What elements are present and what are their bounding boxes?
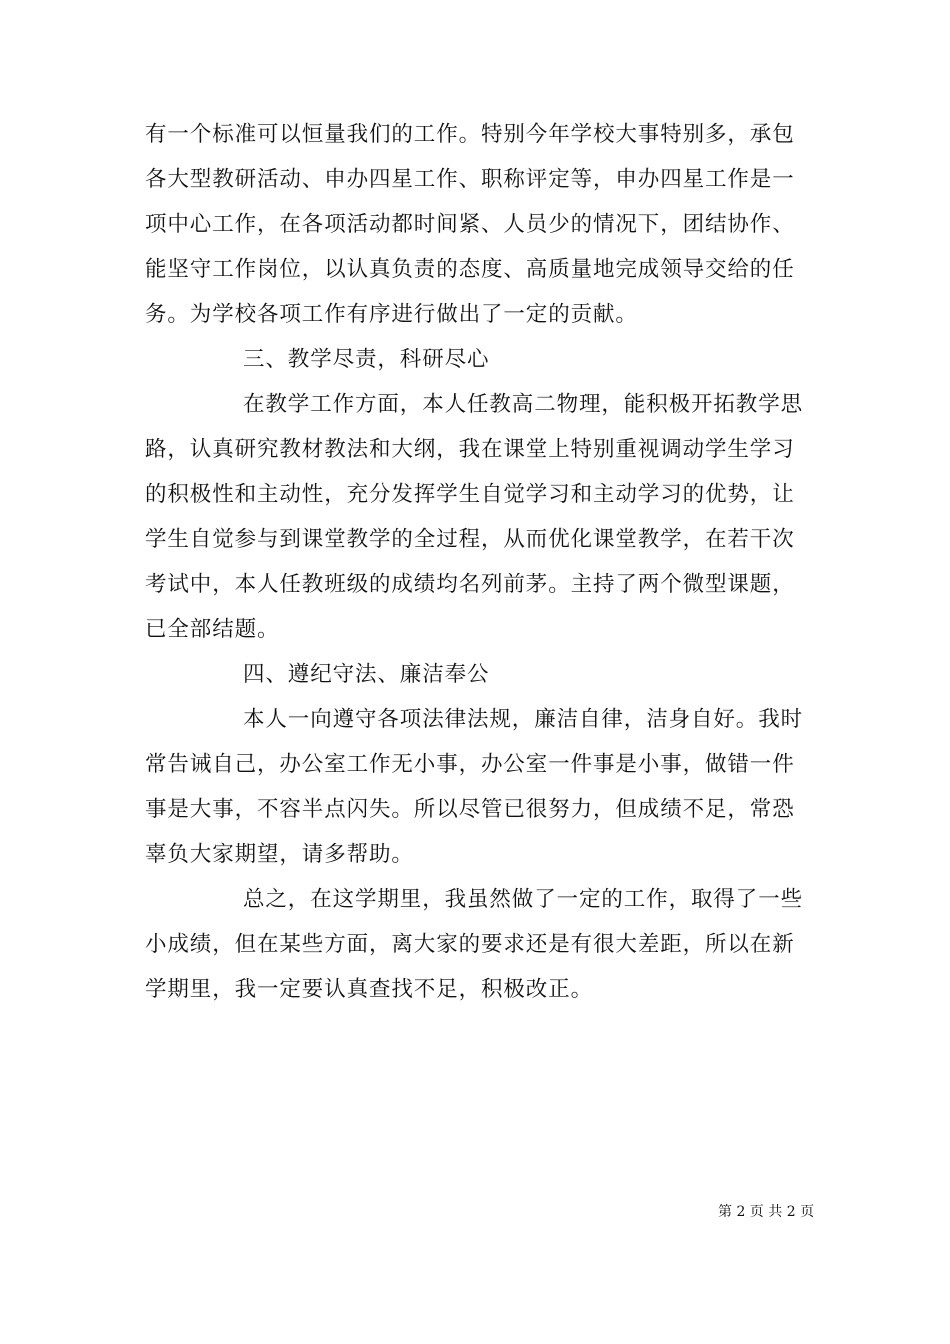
text-line: 项中心工作，在各项活动都时间紧、人员少的情况下，团结协作、 bbox=[145, 212, 795, 237]
page-number-footer: 第 2 页 共 2 页 bbox=[718, 1204, 815, 1220]
text-line: 有一个标准可以恒量我们的工作。特别今年学校大事特别多，承包 bbox=[145, 122, 795, 147]
text-line: 各大型教研活动、申办四星工作、职称评定等，申办四星工作是一 bbox=[145, 167, 795, 192]
text-line: 考试中，本人任教班级的成绩均名列前茅。主持了两个微型课题， bbox=[145, 572, 795, 597]
text-line: 小成绩，但在某些方面，离大家的要求还是有很大差距，所以在新 bbox=[145, 932, 795, 957]
text-line: 学生自觉参与到课堂教学的全过程，从而优化课堂教学，在若干次 bbox=[145, 527, 795, 552]
section-heading: 三、教学尽责，科研尽心 bbox=[243, 347, 490, 372]
text-line: 已全部结题。 bbox=[145, 617, 280, 642]
text-line: 务。为学校各项工作有序进行做出了一定的贡献。 bbox=[145, 302, 638, 327]
text-line: 路，认真研究教材教法和大纲，我在课堂上特别重视调动学生学习 bbox=[145, 437, 795, 462]
text-line: 的积极性和主动性，充分发挥学生自觉学习和主动学习的优势，让 bbox=[145, 482, 795, 507]
text-line: 本人一向遵守各项法律法规，廉洁自律，洁身自好。我时 bbox=[243, 707, 804, 732]
text-line: 能坚守工作岗位，以认真负责的态度、高质量地完成领导交给的任 bbox=[145, 257, 795, 282]
text-line: 总之，在这学期里，我虽然做了一定的工作，取得了一些 bbox=[243, 887, 804, 912]
text-line: 常告诫自己，办公室工作无小事，办公室一件事是小事，做错一件 bbox=[145, 752, 795, 777]
section-heading: 四、遵纪守法、廉洁奉公 bbox=[243, 662, 490, 687]
text-line: 学期里，我一定要认真查找不足，积极改正。 bbox=[145, 977, 594, 1002]
text-line: 事是大事，不容半点闪失。所以尽管已很努力，但成绩不足，常恐 bbox=[145, 797, 795, 822]
text-line: 在教学工作方面，本人任教高二物理，能积极开拓教学思 bbox=[243, 392, 804, 417]
text-line: 辜负大家期望，请多帮助。 bbox=[145, 842, 414, 867]
